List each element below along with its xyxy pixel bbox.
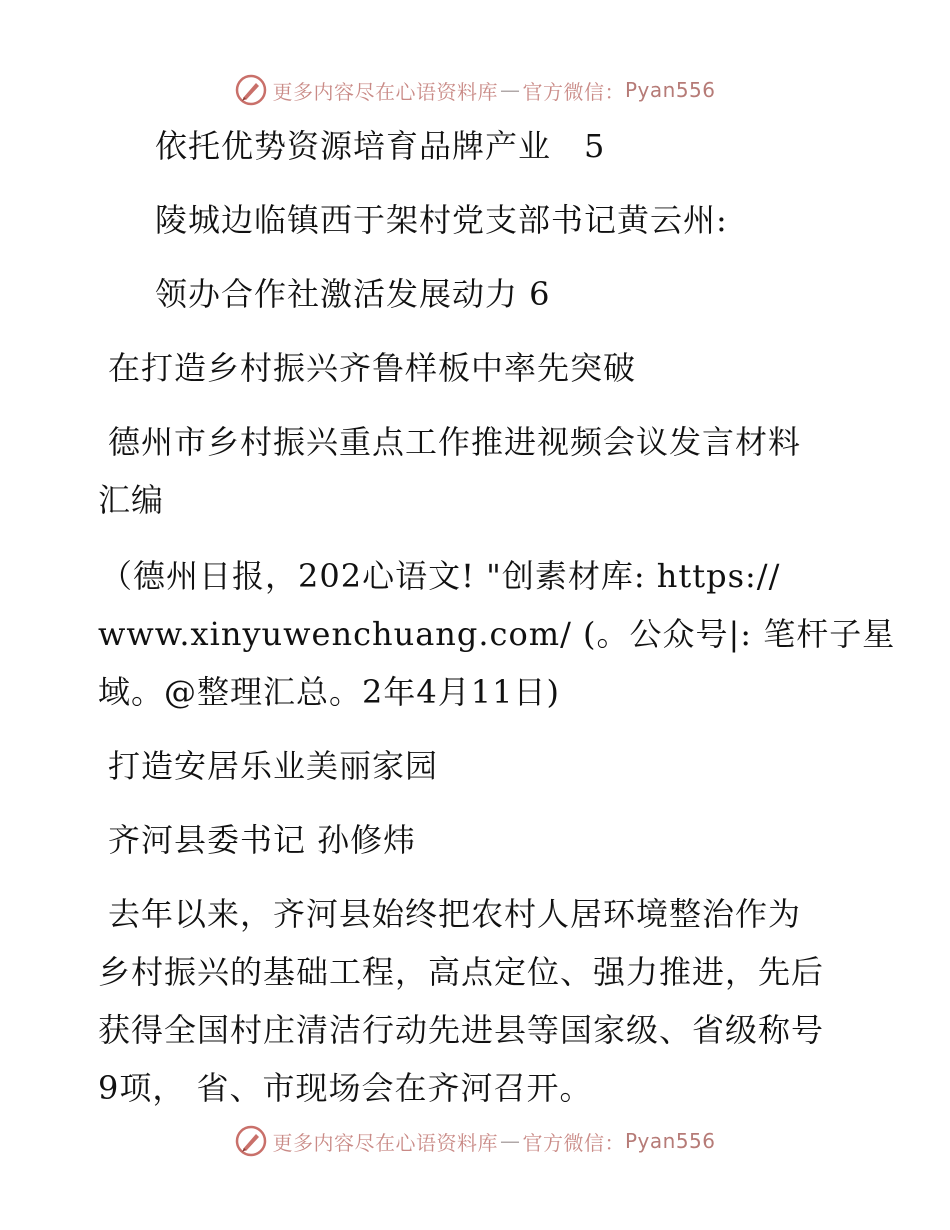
toc-item-1: 依托优势资源培育品牌产业 5 <box>155 127 606 165</box>
watermark-wechat-id: Pyan556 <box>624 78 716 102</box>
section-heading: 在打造乡村振兴齐鲁样板中率先突破 <box>108 349 637 387</box>
watermark-wechat-label: 官方微信： <box>522 79 625 104</box>
pen-logo-icon <box>234 73 268 107</box>
source-line-2: www.xinyuwenchuang.com/ (。公众号|: 笔杆子星 <box>98 615 896 653</box>
toc-item-3: 领办合作社激活发展动力 6 <box>155 275 551 313</box>
article-title: 打造安居乐业美丽家园 <box>108 747 439 785</box>
watermark-separator: — <box>499 1129 521 1153</box>
toc-item-2: 陵城边临镇西于架村党支部书记黄云州: <box>155 201 728 239</box>
footer-watermark <box>0 1121 950 1161</box>
article-para-line-2: 乡村振兴的基础工程，高点定位、强力推进，先后 <box>98 953 825 991</box>
pen-logo-icon <box>234 1124 268 1158</box>
source-line-1: （德州日报，202心语文! "创素材库: https:// <box>100 557 781 595</box>
watermark-separator: — <box>499 78 521 102</box>
watermark-brand: 更多内容尽在心语资料库 <box>272 79 498 104</box>
article-author: 齐河县委书记 孙修炜 <box>108 821 417 859</box>
section-subheading-line-1: 德州市乡村振兴重点工作推进视频会议发言材料 <box>108 423 802 461</box>
watermark-brand: 更多内容尽在心语资料库 <box>272 1130 498 1155</box>
source-line-3: 域。@整理汇总。2年4月11日) <box>98 673 560 711</box>
article-para-line-4: 9项， 省、市现场会在齐河召开。 <box>98 1069 593 1107</box>
article-para-line-3: 获得全国村庄清洁行动先进县等国家级、省级称号 <box>98 1011 825 1049</box>
article-para-line-1: 去年以来，齐河县始终把农村人居环境整治作为 <box>108 895 802 933</box>
section-subheading-line-2: 汇编 <box>98 481 165 519</box>
watermark-wechat-label: 官方微信： <box>522 1130 625 1155</box>
watermark-wechat-id: Pyan556 <box>624 1129 716 1153</box>
header-watermark <box>0 70 950 110</box>
